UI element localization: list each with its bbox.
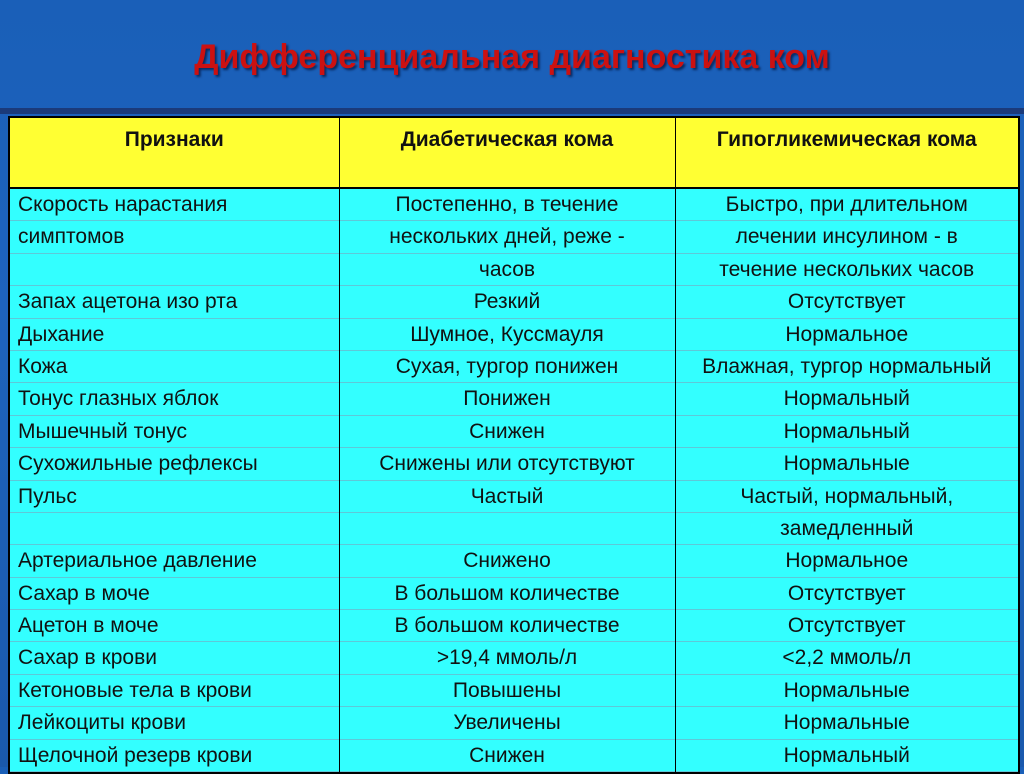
signs-column <box>9 188 339 773</box>
signs-cell: Запах ацетона изо рта <box>10 286 339 318</box>
hypoglycemic-column <box>675 188 1019 773</box>
table-header-row <box>9 117 1019 188</box>
diabetic-cell: нескольких дней, реже - <box>340 221 675 253</box>
diabetic-cell: В большом количестве <box>340 610 675 642</box>
diabetic-cell: часов <box>340 254 675 286</box>
diabetic-cell: Снижен <box>340 416 675 448</box>
comparison-table <box>8 116 1020 774</box>
diabetic-cell: Частый <box>340 481 675 513</box>
hypoglycemic-cell: Нормальное <box>676 545 1019 577</box>
signs-cell: Артериальное давление <box>10 545 339 577</box>
signs-cell: Дыхание <box>10 319 339 351</box>
header-hypoglycemic-coma: Гипогликемическая кома <box>675 117 1019 188</box>
hypoglycemic-cell: Нормальный <box>676 740 1019 772</box>
signs-cell: Лейкоциты крови <box>10 707 339 739</box>
diabetic-cell: Повышены <box>340 675 675 707</box>
diabetic-cell: Шумное, Куссмауля <box>340 319 675 351</box>
signs-cell: Кетоновые тела в крови <box>10 675 339 707</box>
signs-cell <box>10 513 339 545</box>
diabetic-cell <box>340 513 675 545</box>
signs-cell: Сахар в крови <box>10 642 339 674</box>
page-title: Дифференциальная диагностика ком <box>194 38 830 76</box>
hypoglycemic-cell: Нормальные <box>676 448 1019 480</box>
diabetic-cell: В большом количестве <box>340 578 675 610</box>
signs-cell: Ацетон в моче <box>10 610 339 642</box>
header-signs: Признаки <box>9 117 339 188</box>
signs-cell: Мышечный тонус <box>10 416 339 448</box>
diabetic-cell: Понижен <box>340 383 675 415</box>
signs-cell: Скорость нарастания <box>10 189 339 221</box>
title-divider <box>0 108 1024 114</box>
diabetic-cell: Резкий <box>340 286 675 318</box>
hypoglycemic-cell: Отсутствует <box>676 610 1019 642</box>
hypoglycemic-cell: Нормальное <box>676 319 1019 351</box>
diabetic-column <box>339 188 675 773</box>
diabetic-cell: >19,4 ммоль/л <box>340 642 675 674</box>
signs-cell: Щелочной резерв крови <box>10 740 339 772</box>
table-body-row <box>9 188 1019 773</box>
diabetic-cell: Снижен <box>340 740 675 772</box>
signs-cell: Тонус глазных яблок <box>10 383 339 415</box>
signs-cell <box>10 254 339 286</box>
diabetic-cell: Постепенно, в течение <box>340 189 675 221</box>
hypoglycemic-cell: Быстро, при длительном <box>676 189 1019 221</box>
signs-cell: Кожа <box>10 351 339 383</box>
hypoglycemic-cell: Частый, нормальный, <box>676 481 1019 513</box>
hypoglycemic-cell: течение нескольких часов <box>676 254 1019 286</box>
hypoglycemic-cell: Нормальный <box>676 416 1019 448</box>
diabetic-cell: Снижено <box>340 545 675 577</box>
signs-cell: Сахар в моче <box>10 578 339 610</box>
hypoglycemic-cell: Влажная, тургор нормальный <box>676 351 1019 383</box>
diabetic-cell: Сухая, тургор понижен <box>340 351 675 383</box>
diabetic-cell: Снижены или отсутствуют <box>340 448 675 480</box>
hypoglycemic-cell: Нормальные <box>676 707 1019 739</box>
hypoglycemic-cell: Отсутствует <box>676 578 1019 610</box>
hypoglycemic-cell: замедленный <box>676 513 1019 545</box>
hypoglycemic-cell: Нормальные <box>676 675 1019 707</box>
signs-cell: Сухожильные рефлексы <box>10 448 339 480</box>
hypoglycemic-cell: <2,2 ммоль/л <box>676 642 1019 674</box>
header-diabetic-coma: Диабетическая кома <box>339 117 675 188</box>
hypoglycemic-cell: Отсутствует <box>676 286 1019 318</box>
signs-cell: Пульс <box>10 481 339 513</box>
signs-cell: симптомов <box>10 221 339 253</box>
hypoglycemic-cell: Нормальный <box>676 383 1019 415</box>
hypoglycemic-cell: лечении инсулином - в <box>676 221 1019 253</box>
diabetic-cell: Увеличены <box>340 707 675 739</box>
